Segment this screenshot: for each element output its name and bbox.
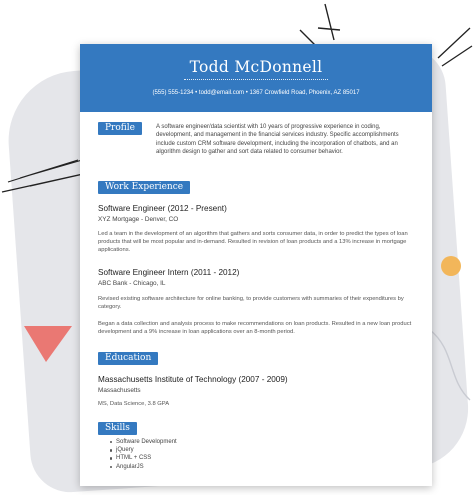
profile-text: A software engineer/data scientist with 10 years of progressive experience in coding, development, and management in the financial services industry. Specific accomplishments include custom CRM software development, including the incorporation of chatbots, and an algorithm design to gather and sort data related to consumer behavior. <box>156 124 399 155</box>
job-organization: ABC Bank - Chicago, IL <box>98 280 166 287</box>
skills-heading: Skills <box>98 422 137 435</box>
education-degree: MS, Data Science, 3.8 GPA <box>98 401 170 407</box>
dot-decoration <box>441 256 461 276</box>
triangle-decoration <box>24 326 72 362</box>
job-description: Led a team in the development of an algorithm that gathers and sorts consumer data, in order to predict the types of loan products that will be most popular and in-demand. Resulted in revision of loan products and a 13% increase in mortgage applications. <box>98 231 408 254</box>
skill-item: HTML + CSS <box>110 454 177 462</box>
wave-line-right <box>430 330 470 400</box>
skill-item: jQuery <box>110 446 177 454</box>
skill-item: AngularJS <box>110 463 177 471</box>
scribble-line-right <box>438 28 472 66</box>
contact-line: (555) 555-1234 • todd@email.com • 1367 Crowfield Road, Phoenix, AZ 85017 <box>152 90 360 96</box>
work-experience-heading: Work Experience <box>98 181 190 194</box>
profile-heading: Profile <box>98 122 142 135</box>
resume-name: Todd McDonnell <box>189 58 323 76</box>
resume-header <box>80 44 432 112</box>
skills-list <box>110 438 177 471</box>
resume-page <box>80 44 432 486</box>
job-title: Software Engineer Intern (2011 - 2012) <box>98 268 240 277</box>
job-organization: XYZ Mortgage - Denver, CO <box>98 216 179 223</box>
education-heading: Education <box>98 352 158 365</box>
scribble-line-top <box>300 4 340 48</box>
job-description: Began a data collection and analysis process to make recommendations on loan products. Resulted in a new loan product development and a 9% increase in loan applications over an 8-month period. <box>98 321 412 336</box>
skill-item: Software Development <box>110 438 177 446</box>
job-description: Revised existing software architecture for online banking, to provide customers with summaries of their expenditures by category. <box>98 296 404 311</box>
education-location: Massachusetts <box>98 387 141 394</box>
job-title: Software Engineer (2012 - Present) <box>98 204 227 213</box>
education-school: Massachusetts Institute of Technology (2007 - 2009) <box>98 375 288 384</box>
header-divider <box>184 79 328 80</box>
